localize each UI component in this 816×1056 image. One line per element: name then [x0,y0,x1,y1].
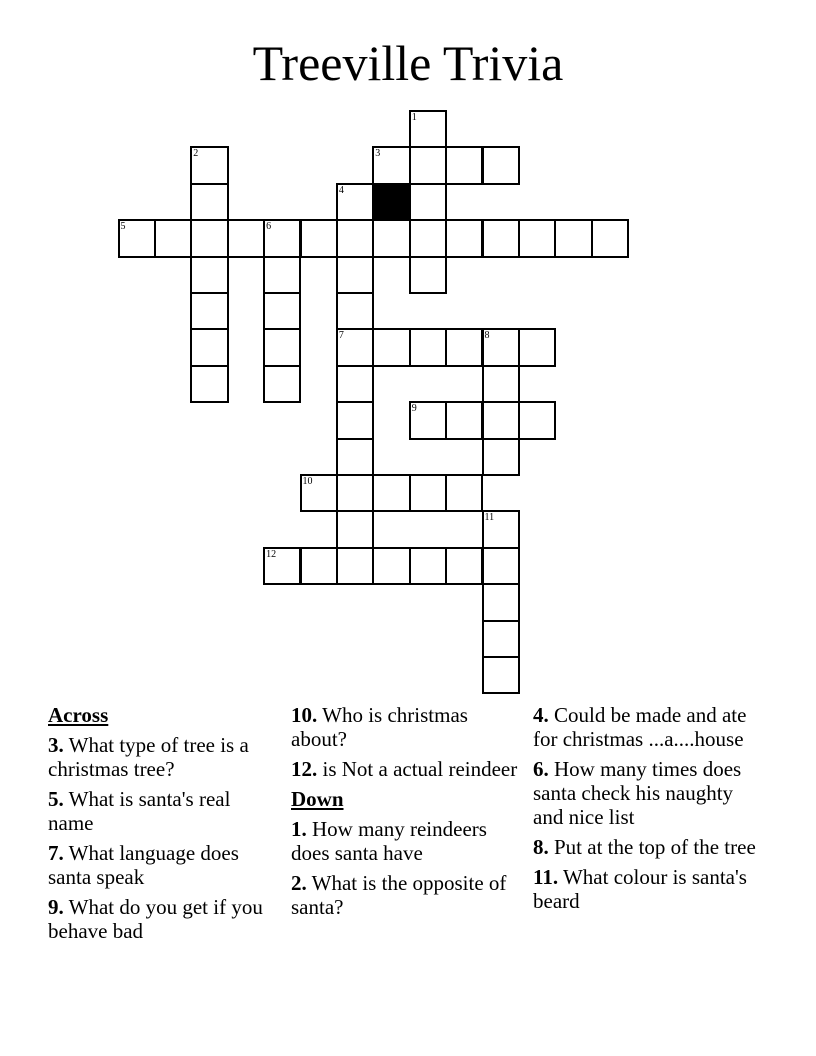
clue-number: 7. [48,841,64,865]
clue-number: 10. [291,703,318,727]
grid-cell[interactable] [263,256,301,294]
grid-cell[interactable] [409,328,447,366]
grid-cell[interactable] [409,183,447,221]
grid-cell[interactable] [518,219,556,257]
grid-cell[interactable] [482,510,520,548]
grid-cell[interactable] [300,219,338,257]
grid-cell[interactable] [300,474,338,512]
grid-cell[interactable] [482,438,520,476]
clue-across-10 [291,703,521,751]
grid-cell[interactable] [372,146,410,184]
grid-cell[interactable] [482,328,520,366]
grid-cell[interactable] [336,183,374,221]
clue-text: Put at the top of the tree [554,835,756,859]
grid-cell[interactable] [445,401,483,439]
cell-number: 3 [375,148,381,160]
grid-cell[interactable] [263,328,301,366]
grid-cell[interactable] [190,146,228,184]
cell-number: 4 [338,184,344,196]
grid-cell[interactable] [409,474,447,512]
grid-cell[interactable] [409,401,447,439]
grid-cell[interactable] [591,219,629,257]
clue-number: 6. [533,757,549,781]
grid-cell[interactable] [445,474,483,512]
clue-across-9 [48,895,278,943]
cell-number: 5 [120,221,126,233]
clue-across-7 [48,841,278,889]
cell-number: 6 [266,221,272,233]
grid-cell[interactable] [409,219,447,257]
grid-cell[interactable] [482,583,520,621]
grid-cell[interactable] [372,219,410,257]
grid-cell[interactable] [336,547,374,585]
clue-text: Could be made and ate for christmas ...a....house [533,703,747,751]
grid-cell[interactable] [409,256,447,294]
clue-number: 2. [291,871,307,895]
grid-cell[interactable] [372,474,410,512]
grid-cell[interactable] [263,219,301,257]
grid-cell[interactable] [336,510,374,548]
cell-number: 1 [411,112,417,123]
clue-down-2 [291,871,521,919]
grid-cell[interactable] [409,110,447,148]
grid-cell[interactable] [336,438,374,476]
grid-cell[interactable] [263,292,301,330]
clue-number: 1. [291,817,307,841]
down-heading: Down [291,787,344,811]
clue-number: 5. [48,787,64,811]
grid-cell[interactable] [482,656,520,694]
clue-text: is Not a actual reindeer [322,757,518,781]
cell-number: 10 [302,476,313,487]
clue-down-6 [533,757,763,829]
grid-cell[interactable] [154,219,192,257]
cell-number: 9 [411,403,417,415]
grid-cell[interactable] [336,219,374,257]
grid-cell[interactable] [336,401,374,439]
clue-down-11 [533,865,763,913]
grid-cell[interactable] [445,328,483,366]
clue-down-1 [291,817,521,865]
grid-cell[interactable] [263,365,301,403]
grid-cell[interactable] [336,365,374,403]
cell-number: 11 [484,512,495,524]
clue-text: What language does santa speak [48,841,239,889]
grid-cell[interactable] [518,328,556,366]
cell-number: 8 [484,330,490,342]
grid-cell[interactable] [336,328,374,366]
grid-block-cell [372,183,410,221]
clues-column-2 [291,703,521,925]
grid-cell[interactable] [336,474,374,512]
grid-cell[interactable] [190,183,228,221]
grid-cell[interactable] [445,547,483,585]
cell-number: 2 [193,148,199,160]
grid-cell[interactable] [227,219,265,257]
clue-text: What type of tree is a christmas tree? [48,733,249,781]
clue-across-5 [48,787,278,835]
cell-number: 12 [266,548,277,560]
grid-cell[interactable] [336,256,374,294]
clue-text: What colour is santa's beard [533,865,747,913]
clue-number: 3. [48,733,64,757]
grid-cell[interactable] [554,219,592,257]
grid-cell[interactable] [300,547,338,585]
grid-cell[interactable] [263,547,301,585]
grid-cell[interactable] [482,146,520,184]
across-heading: Across [48,703,109,727]
grid-cell[interactable] [482,401,520,439]
grid-cell[interactable] [482,547,520,585]
clue-text: Who is christmas about? [291,703,468,751]
clue-text: How many reindeers does santa have [291,817,487,865]
clue-down-4 [533,703,763,751]
clue-text: What is santa's real name [48,787,231,835]
clues-column-1 [48,703,278,949]
clue-across-3 [48,733,278,781]
clue-text: How many times does santa check his naughty and nice list [533,757,742,829]
clue-down-8 [533,835,763,859]
grid-cell[interactable] [482,365,520,403]
grid-cell[interactable] [190,219,228,257]
clue-text: What do you get if you behave bad [48,895,263,943]
cell-number: 7 [338,330,344,342]
grid-cell[interactable] [372,547,410,585]
grid-cell[interactable] [190,256,228,294]
grid-cell[interactable] [336,292,374,330]
grid-cell[interactable] [190,328,228,366]
grid-cell[interactable] [190,365,228,403]
grid-cell[interactable] [409,146,447,184]
clues-column-3 [533,703,763,919]
clue-number: 8. [533,835,549,859]
clue-number: 9. [48,895,64,919]
grid-cell[interactable] [482,219,520,257]
grid-cell[interactable] [372,328,410,366]
grid-cell[interactable] [118,219,156,257]
grid-cell[interactable] [482,620,520,658]
clue-number: 4. [533,703,549,727]
puzzle-title: Treeville Trivia [252,35,564,91]
clue-number: 11. [533,865,559,889]
grid-cell[interactable] [445,219,483,257]
grid-cell[interactable] [409,547,447,585]
clue-across-12 [291,757,521,781]
grid-cell[interactable] [445,146,483,184]
clue-number: 12. [291,757,318,781]
grid-cell[interactable] [190,292,228,330]
grid-cell[interactable] [518,401,556,439]
clue-text: What is the opposite of santa? [291,871,507,919]
